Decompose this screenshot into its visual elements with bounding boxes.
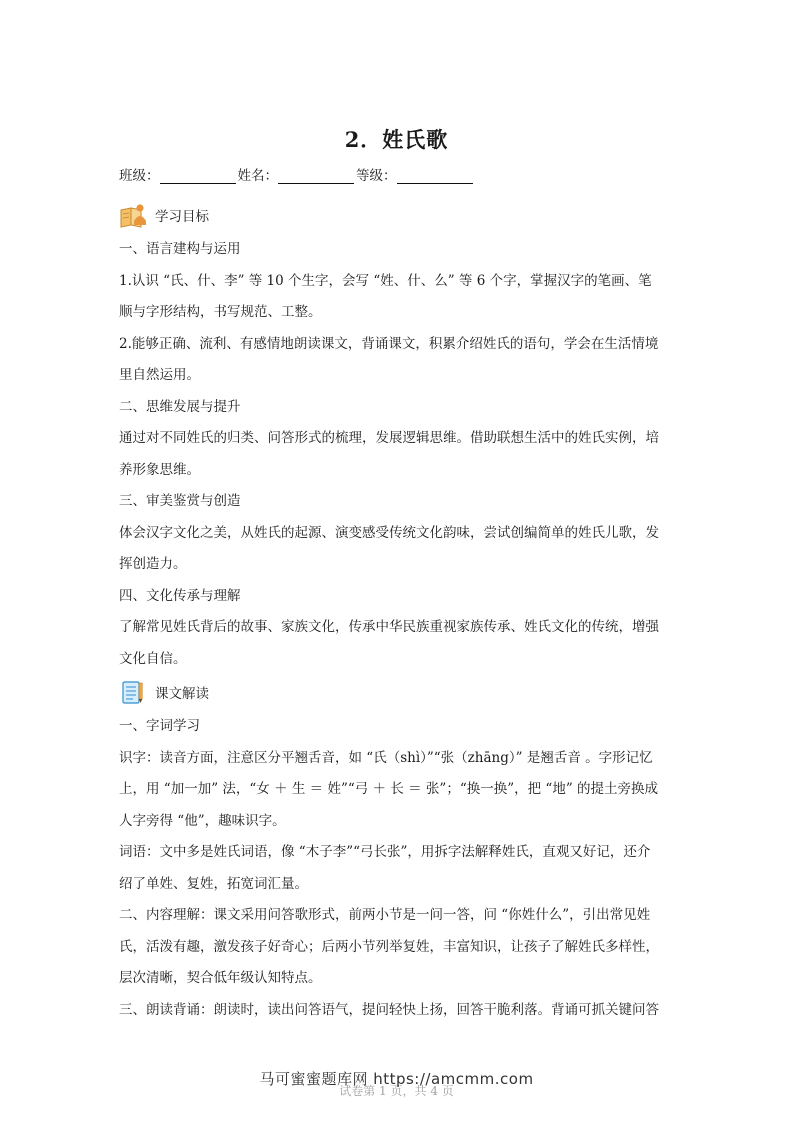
grade-label: 等级： <box>356 168 397 184</box>
name-label: 姓名： <box>237 168 278 184</box>
watermark-text: 马可蜜蜜题库网 https://amcmm.com <box>259 1070 534 1088</box>
text-line: 氏，活泼有趣，激发孩子好奇心；后两小节列举复姓，丰富知识，让孩子了解姓氏多样性， <box>119 938 659 955</box>
text-line: 里自然运用。 <box>119 367 200 383</box>
text-line: 二、思维发展与提升 <box>119 398 241 415</box>
notebook-pen-icon <box>119 678 147 706</box>
text-line: 四、文化传承与理解 <box>119 587 241 604</box>
text-line: 三、审美鉴赏与创造 <box>119 493 241 509</box>
text-line: 体会汉字文化之美，从姓氏的起源、演变感受传统文化韵味，尝试创编简单的姓氏儿歌，发 <box>119 524 659 541</box>
student-info-row <box>119 164 475 184</box>
book-reader-icon <box>119 201 147 229</box>
text-line: 挥创造力。 <box>119 556 187 572</box>
section-heading-interpretation: 课文解读 <box>155 686 209 702</box>
text-line: 2.能够正确、流利、有感情地朗读课文，背诵课文，积累介绍姓氏的语句，学会在生活情境 <box>119 335 659 352</box>
text-line: 了解常见姓氏背后的故事、家族文化，传承中华民族重视家族传承、姓氏文化的传统，增强 <box>119 619 659 635</box>
text-line: 人字旁得 “他”，趣味识字。 <box>119 812 286 829</box>
grade-blank[interactable] <box>397 169 473 184</box>
text-line: 一、字词学习 <box>119 718 200 734</box>
section-header-interpretation <box>119 675 675 709</box>
text-line: 1.认识 “氏、什、李” 等 10 个生字，会写 “姓、什、么” 等 6 个字，掌握汉字的笔画、笔 <box>119 272 652 289</box>
text-line: 识字：读音方面，注意区分平翘舌音，如 “氏（shì）”“张（zhāng）” 是翘舌音 。字形记忆 <box>119 749 653 766</box>
class-blank[interactable] <box>160 169 236 184</box>
objectives-text <box>119 234 675 675</box>
page-number: 试卷第 1 页，共 4 页 <box>339 1084 454 1098</box>
text-line: 通过对不同姓氏的归类、问答形式的梳理，发展逻辑思维。借助联想生活中的姓氏实例，培 <box>119 430 659 446</box>
text-line: 层次清晰，契合低年级认知特点。 <box>119 970 322 986</box>
text-line: 三、朗读背诵：朗读时，读出问答语气，提问轻快上扬，回答干脆利落。背诵可抓关键问答 <box>119 1001 659 1018</box>
text-line: 一、语言建构与运用 <box>119 241 241 257</box>
text-line: 二、内容理解：课文采用问答歌形式，前两小节是一问一答，问 “你姓什么”，引出常见姓 <box>119 907 651 923</box>
section-heading-objectives: 学习目标 <box>155 209 209 225</box>
text-line: 顺与字形结构，书写规范、工整。 <box>119 304 322 320</box>
text-line: 养形象思维。 <box>119 461 200 478</box>
name-blank[interactable] <box>278 169 354 184</box>
interpretation-text <box>119 711 675 1026</box>
class-label: 班级： <box>119 168 160 184</box>
content-body <box>119 198 675 1026</box>
page-title: 2．姓氏歌 <box>344 127 449 152</box>
text-line: 文化自信。 <box>119 650 187 667</box>
text-line: 词语：文中多是姓氏词语，像 “木子李”“弓长张”，用拆字法解释姓氏，直观又好记，还介 <box>119 844 651 860</box>
section-header-objectives <box>119 198 675 232</box>
text-line: 绍了单姓、复姓，拓宽词汇量。 <box>119 875 308 892</box>
text-line: 上，用 “加一加” 法，“女 ＋ 生 ＝ 姓”“弓 ＋ 长 ＝ 张”；“换一换”，把 “地” 的提土旁换成 <box>119 781 659 797</box>
